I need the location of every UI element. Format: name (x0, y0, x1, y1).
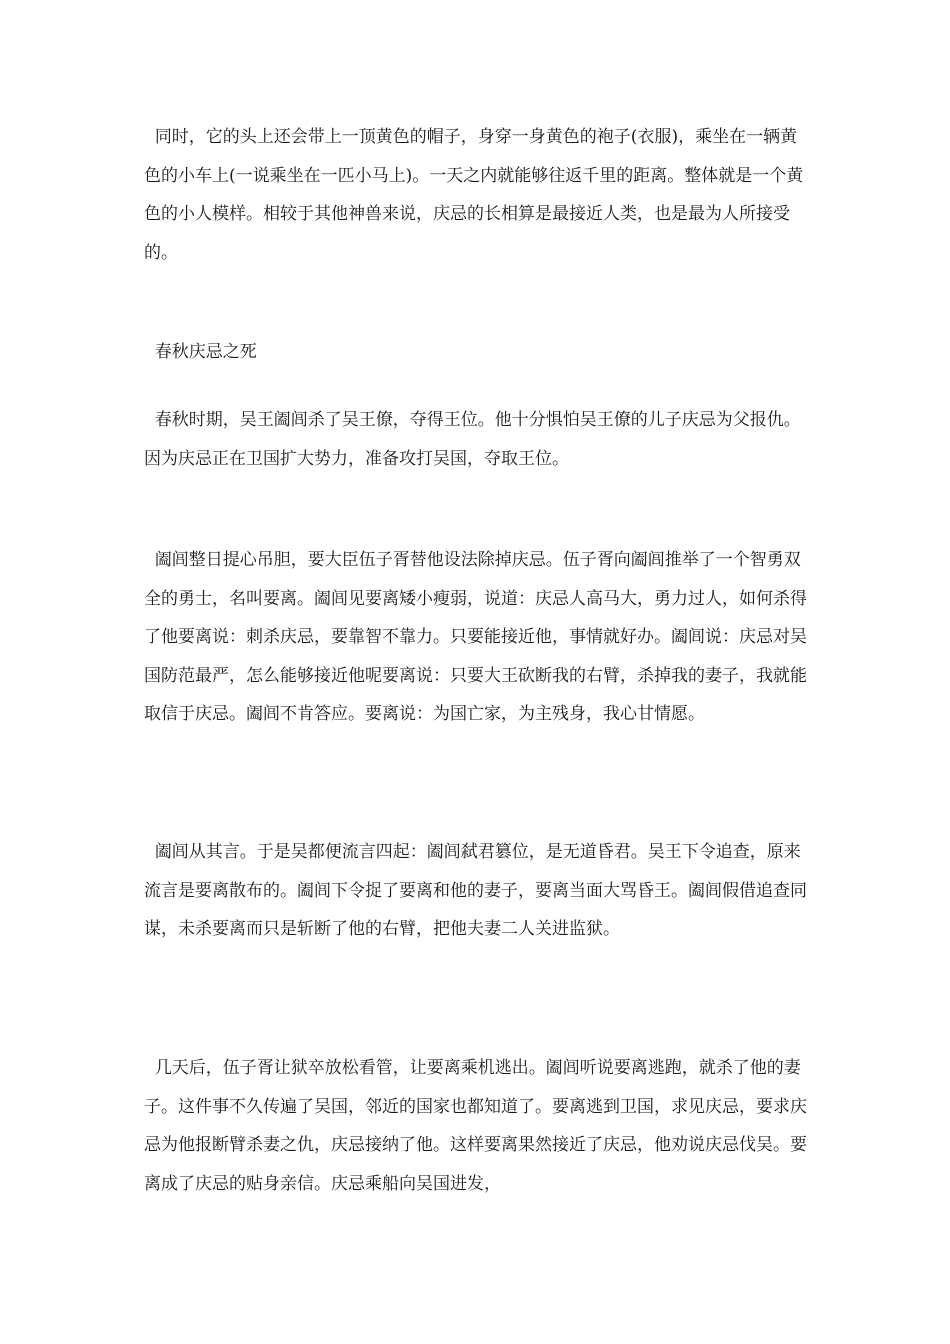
paragraph-spring-autumn: 春秋时期，吴王阖闾杀了吴王僚，夺得王位。他十分惧怕吴王僚的儿子庆忌为父报仇。因为庆忌正在卫国扩大势力，准备攻打吴国，夺取王位。 (144, 410, 801, 469)
section-heading: 春秋庆忌之死 (144, 342, 257, 362)
paragraph-qingji-appearance: 同时，它的头上还会带上一顶黄色的帽子，身穿一身黄色的袍子(衣服)，乘坐在一辆黄色的小车上(一说乘坐在一匹小马上)。一天之内就能够往返千里的距离。整体就是一个黄色的小人模样。相较于其他神兽来说，庆忌的长相算是最接近人类，也是最为人所接受的。 (144, 127, 804, 263)
paragraph-rumors: 阖闾从其言。于是吴都便流言四起：阖闾弑君篡位，是无道昏君。吴王下令追查，原来流言是要离散布的。阖闾下令捉了要离和他的妻子，要离当面大骂昏王。阖闾假借追查同谋，未杀要离而只是斩断了他的右臂，把他夫妻二人关进监狱。 (144, 842, 807, 939)
paragraph-escape: 几天后，伍子胥让狱卒放松看管，让要离乘机逃出。阖闾听说要离逃跑，就杀了他的妻子。这件事不久传遍了吴国，邻近的国家也都知道了。要离逃到卫国，求见庆忌，要求庆忌为他报断臂杀妻之仇，庆忌接纳了他。这样要离果然接近了庆忌，他劝说庆忌伐吴。要离成了庆忌的贴身亲信。庆忌乘船向吴国进发， (144, 1058, 807, 1194)
paragraph-helu-worry: 阖闾整日提心吊胆，要大臣伍子胥替他设法除掉庆忌。伍子胥向阖闾推举了一个智勇双全的勇士，名叫要离。阖闾见要离矮小瘦弱，说道：庆忌人高马大，勇力过人，如何杀得了他要离说：刺杀庆忌，要靠智不靠力。只要能接近他，事情就好办。阖闾说：庆忌对吴国防范最严，怎么能够接近他呢要离说：只要大王砍断我的右臂，杀掉我的妻子，我就能取信于庆忌。阖闾不肯答应。要离说：为国亡家，为主残身，我心甘情愿。 (144, 550, 807, 724)
